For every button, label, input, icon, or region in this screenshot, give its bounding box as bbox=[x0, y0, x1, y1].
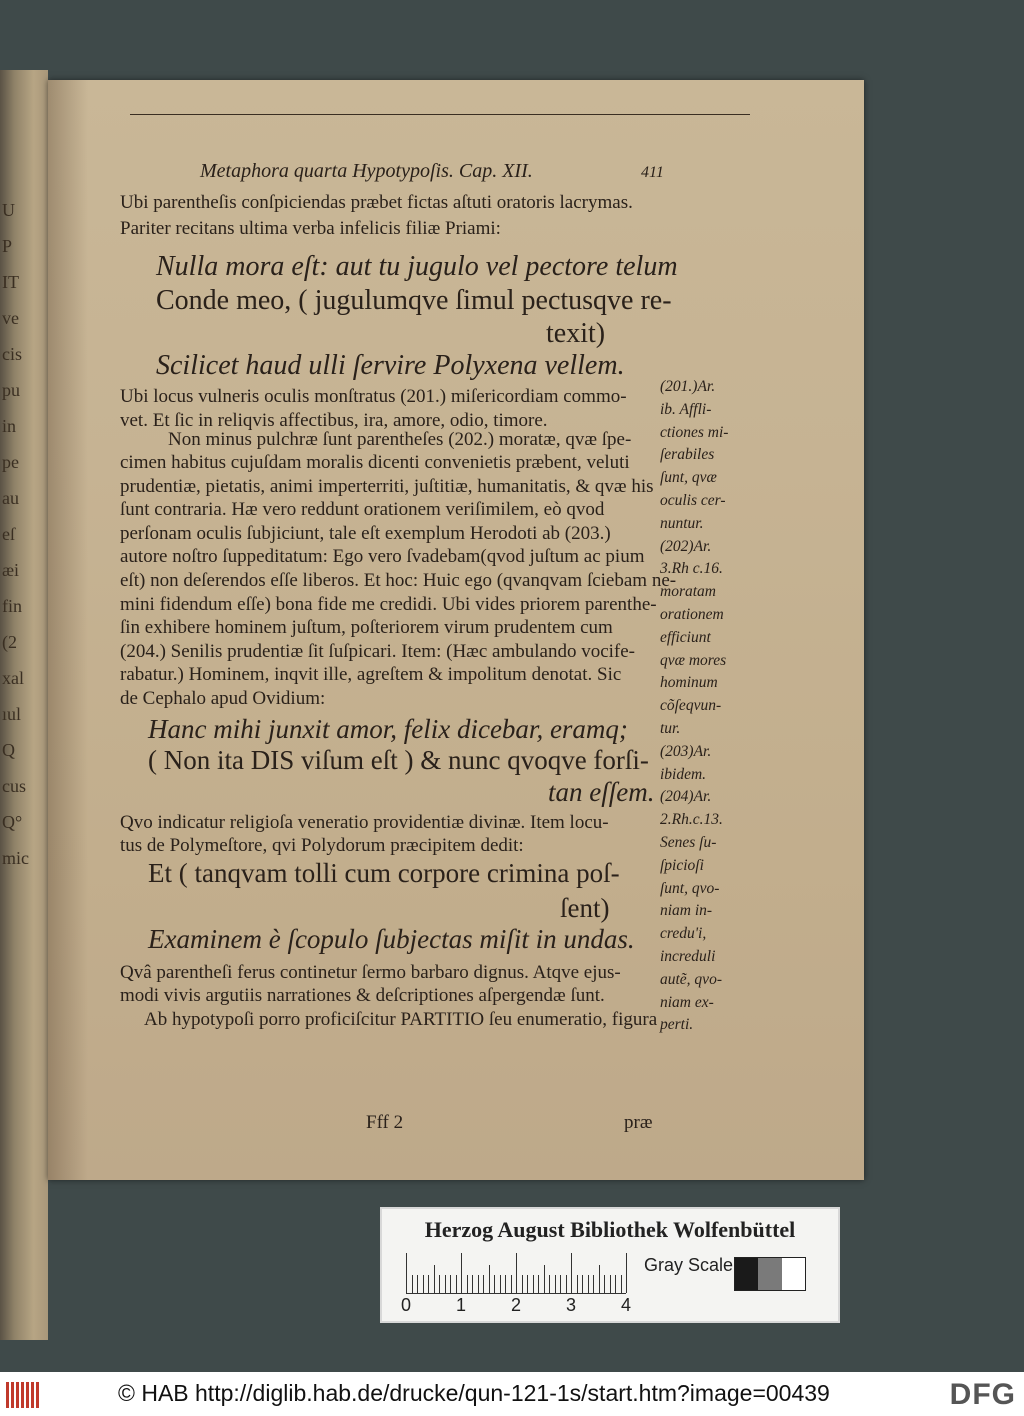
adjacent-page-text: P bbox=[2, 236, 13, 256]
marginal-note-line: (204)Ar. bbox=[660, 788, 712, 806]
marginal-note-line: 2.Rh.c.13. bbox=[660, 811, 723, 829]
adjacent-page-text: Q bbox=[2, 740, 15, 760]
ruler-tick bbox=[560, 1275, 561, 1293]
text-line: ſunt contraria. Hæ vero reddunt orationem veriſimilem, eò qvod bbox=[120, 499, 605, 520]
text-line: rabatur.) Hominem, inqvit ille, agreſtem & impolitum denotat. Sic bbox=[120, 664, 622, 685]
ruler-tick bbox=[494, 1275, 495, 1293]
adjacent-page-text: IT bbox=[2, 272, 19, 292]
marginal-note-line: credu'i, bbox=[660, 925, 707, 943]
marginal-note-line: efficiunt bbox=[660, 628, 711, 646]
text-line: autore noſtro ſuppeditatum: Ego vero ſvadebam(qvod juſtum ac pium bbox=[120, 546, 645, 567]
adjacent-page-text: mic bbox=[2, 848, 29, 868]
ruler-tick bbox=[456, 1275, 457, 1293]
adjacent-page-text: U bbox=[2, 200, 15, 220]
text-line: cimen habitus cujuſdam moralis dicenti convenietis præbent, veluti bbox=[120, 452, 630, 473]
text-line: Ubi parentheſis conſpiciendas præbet fictas aſtuti oratoris lacrymas. bbox=[120, 192, 633, 213]
ruler-baseline bbox=[406, 1293, 626, 1294]
ruler-tick bbox=[527, 1275, 528, 1293]
text-line: vet. Et ſic in reliqvis affectibus, ira, amore, odio, timore. bbox=[120, 410, 548, 431]
library-name: Herzog August Bibliothek Wolfenbüttel bbox=[424, 1217, 796, 1242]
ruler-number: 3 bbox=[566, 1295, 577, 1315]
marginal-note-line: cõſeqvun- bbox=[660, 697, 722, 715]
ruler-tick bbox=[412, 1275, 413, 1293]
marginal-note-line: 3.Rh c.16. bbox=[660, 560, 723, 578]
ruler-tick bbox=[467, 1275, 468, 1293]
adjacent-page-text: æi bbox=[2, 560, 20, 580]
text-line: Ubi locus vulneris oculis monſtratus (201.) miſericordiam commo- bbox=[120, 386, 627, 407]
text-line: Ab hypotypoſi porro proficiſcitur PARTITIO ſeu enumeratio, figura bbox=[144, 1009, 658, 1030]
text-line: de Cephalo apud Ovidium: bbox=[120, 688, 326, 709]
marginal-note-line: (203)Ar. bbox=[660, 742, 712, 760]
ruler-tick bbox=[505, 1275, 506, 1293]
book-page bbox=[48, 80, 864, 1180]
adjacent-page-text: cis bbox=[2, 344, 22, 364]
text-line: Scilicet haud ulli ſervire Polyxena vellem. bbox=[156, 350, 625, 381]
marginal-note-line: (201.)Ar. bbox=[660, 378, 716, 395]
ruler-tick bbox=[423, 1275, 424, 1293]
text-line: Et ( tanqvam tolli cum corpore crimina poſ- bbox=[148, 858, 620, 888]
adjacent-page-text: in bbox=[2, 416, 17, 436]
ruler-number: 1 bbox=[456, 1295, 467, 1315]
ruler-tick bbox=[406, 1253, 407, 1293]
gray-swatch bbox=[782, 1258, 805, 1290]
adjacent-page-text: eſ bbox=[2, 524, 15, 544]
adjacent-page-text: fin bbox=[2, 596, 22, 616]
text-line: Qvo indicatur religioſa veneratio providentiæ divinæ. Item locu- bbox=[120, 812, 609, 833]
ruler-tick bbox=[604, 1275, 605, 1293]
ruler-tick bbox=[445, 1275, 446, 1293]
ruler-number: 2 bbox=[511, 1295, 522, 1315]
gray-scale-label: Gray Scale bbox=[644, 1255, 734, 1275]
ruler-tick bbox=[478, 1275, 479, 1293]
text-line: Qvâ parentheſi ferus continetur ſermo barbaro dignus. Atqve ejus- bbox=[120, 962, 621, 983]
text-line: prudentiæ, pietatis, animi imperterriti, juſtitiæ, humanitatis, & qvæ his bbox=[120, 476, 654, 497]
ruler-tick bbox=[615, 1275, 616, 1293]
adjacent-page-text: Q° bbox=[2, 812, 23, 832]
ruler-tick bbox=[483, 1275, 484, 1293]
text-line: texit) bbox=[546, 318, 606, 349]
ruler-tick bbox=[566, 1275, 567, 1293]
gray-scale-swatches bbox=[734, 1257, 806, 1291]
marginal-note-line: nuntur. bbox=[660, 514, 704, 532]
ruler-tick bbox=[489, 1265, 490, 1293]
adjacent-page-text: xal bbox=[2, 668, 24, 688]
ruler-tick bbox=[511, 1275, 512, 1293]
ruler-tick bbox=[434, 1265, 435, 1293]
ruler-tick bbox=[439, 1275, 440, 1293]
ruler-tick bbox=[582, 1275, 583, 1293]
marginal-note-line: (202)Ar. bbox=[660, 537, 712, 555]
ruler-tick bbox=[500, 1275, 501, 1293]
adjacent-page-text: au bbox=[2, 488, 19, 508]
adjacent-page-text: (2 bbox=[2, 632, 17, 652]
ruler-tick bbox=[571, 1253, 572, 1293]
ruler-tick bbox=[538, 1275, 539, 1293]
adjacent-page-text: ve bbox=[2, 308, 19, 328]
ruler-tick bbox=[588, 1275, 589, 1293]
marginal-note-line: niam ex- bbox=[660, 993, 714, 1011]
ruler-tick bbox=[522, 1275, 523, 1293]
text-line: Pariter recitans ultima verba infelicis filiæ Priami: bbox=[120, 218, 501, 239]
ruler-tick bbox=[472, 1275, 473, 1293]
ruler-tick bbox=[450, 1275, 451, 1293]
marginal-note-line: qvæ mores bbox=[660, 651, 727, 669]
ruler-tick bbox=[461, 1253, 462, 1293]
marginal-note-line: perti. bbox=[660, 1016, 694, 1034]
text-line: Hanc mihi junxit amor, felix dicebar, eramq; bbox=[148, 714, 628, 744]
marginal-note-line: orationem bbox=[660, 606, 724, 623]
text-line: perſonam oculis ſubjiciunt, tale eſt exemplum Herodoti ab (203.) bbox=[120, 523, 611, 544]
marginal-note-line: increduli bbox=[660, 948, 716, 965]
signature-mark: Fff 2 bbox=[366, 1112, 404, 1133]
adjacent-page-text: ıul bbox=[2, 704, 22, 724]
text-line: tan eſſem. bbox=[548, 777, 655, 807]
adjacent-page-text: pe bbox=[2, 452, 19, 472]
running-head: Metaphora quarta Hypotypoſis. Cap. XII. bbox=[200, 160, 533, 182]
ruler-tick bbox=[544, 1265, 545, 1293]
page-number: 411 bbox=[641, 164, 664, 181]
text-line: ſent) bbox=[560, 893, 610, 923]
ruler-tick bbox=[555, 1275, 556, 1293]
ruler-tick bbox=[577, 1275, 578, 1293]
marginal-note-line: autẽ, qvo- bbox=[660, 970, 722, 988]
gray-swatch bbox=[758, 1258, 781, 1290]
marginal-note-line: oculis cer- bbox=[660, 492, 726, 509]
ruler-tick bbox=[417, 1275, 418, 1293]
source-link[interactable]: © HAB http://diglib.hab.de/drucke/qun-121-1s/start.htm?image=00439 bbox=[118, 1380, 830, 1406]
marginal-note-line: ſunt, qvæ bbox=[660, 469, 717, 487]
ruler-number: 0 bbox=[401, 1295, 412, 1315]
catchword: præ bbox=[624, 1112, 653, 1133]
text-line: Conde meo, ( jugulumqve ſimul pectusqve re- bbox=[156, 285, 672, 316]
text-line: Examinem è ſcopulo ſubjectas miſit in undas. bbox=[148, 924, 635, 954]
marginal-note-line: ſerabiles bbox=[660, 446, 715, 464]
text-line: ( Non ita DIS viſum eſt ) & nunc qvoqve forſi- bbox=[148, 745, 649, 775]
ruler-number: 4 bbox=[621, 1295, 632, 1315]
marginal-note-line: niam in- bbox=[660, 902, 713, 920]
marginal-note-line: ctiones mi- bbox=[660, 423, 729, 441]
text-line: ſin exhibere hominem juſtum, poſteriorem virum prudentem cum bbox=[120, 617, 613, 638]
adjacent-page-edge bbox=[0, 70, 48, 1340]
ruler-tick bbox=[599, 1265, 600, 1293]
gray-swatch bbox=[735, 1258, 758, 1290]
marginal-note-line: Senes ſu- bbox=[660, 834, 717, 851]
adjacent-page-text: cus bbox=[2, 776, 26, 796]
marginal-note-line: ſpicioſi bbox=[660, 856, 704, 874]
ruler-tick bbox=[626, 1253, 627, 1293]
text-line: Non minus pulchræ ſunt parentheſes (202.) moratæ, qvæ ſpe- bbox=[168, 429, 632, 450]
text-line: eſt) non deſerendos eſſe liberos. Et hoc: Huic ego (qvanqvam ſciebam ne- bbox=[120, 570, 677, 591]
text-line: mini fidendum eſſe) bona fide me credidi. Ubi vides priorem parenthe- bbox=[120, 594, 657, 615]
scale-ruler bbox=[406, 1253, 626, 1293]
hab-logo-icon bbox=[6, 1382, 42, 1408]
ruler-tick bbox=[516, 1253, 517, 1293]
footer-bar bbox=[0, 1372, 1024, 1416]
dfg-logo: DFG bbox=[949, 1378, 1016, 1411]
text-line: modi vivis argutiis narrationes & deſcriptiones aſpergendæ ſunt. bbox=[120, 985, 605, 1006]
ruler-tick bbox=[428, 1275, 429, 1293]
marginal-note-line: ſunt, qvo- bbox=[660, 879, 720, 897]
text-line: Nulla mora eſt: aut tu jugulo vel pectore telum bbox=[156, 251, 678, 282]
marginal-note-line: tur. bbox=[660, 720, 681, 737]
ruler-tick bbox=[533, 1275, 534, 1293]
calibration-card bbox=[380, 1207, 840, 1323]
ruler-tick bbox=[621, 1275, 622, 1293]
ruler-tick bbox=[610, 1275, 611, 1293]
text-line: (204.) Senilis prudentiæ ſit ſuſpicari. Item: (Hæc ambulando vocife- bbox=[120, 641, 635, 662]
ruler-tick bbox=[549, 1275, 550, 1293]
adjacent-page-text: pu bbox=[2, 380, 20, 400]
ruler-tick bbox=[593, 1275, 594, 1293]
running-head-rule bbox=[130, 107, 750, 115]
marginal-note-line: ib. Affli- bbox=[660, 400, 712, 418]
marginal-note-line: moratam bbox=[660, 583, 716, 601]
text-line: tus de Polymeſtore, qvi Polydorum præcipitem dedit: bbox=[120, 835, 524, 856]
marginal-note-line: hominum bbox=[660, 674, 718, 692]
marginal-note-line: ibidem. bbox=[660, 765, 707, 783]
